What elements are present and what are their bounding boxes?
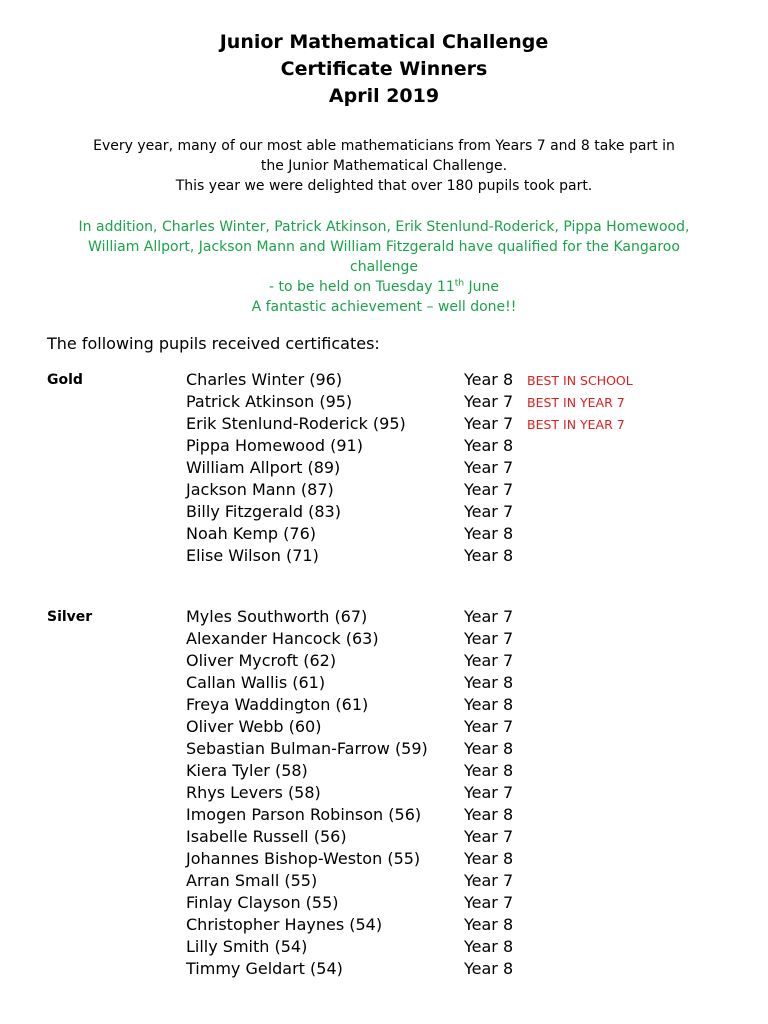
silver-winner-row [0,892,768,914]
gold-winner-row [0,479,768,501]
pupil-year: Year 7 [464,392,514,411]
kangaroo-paragraph [0,217,768,317]
silver-label: Silver [47,609,93,625]
pupil-year: Year 7 [464,458,514,477]
pupil-year: Year 7 [464,607,514,626]
intro-paragraph [0,136,768,196]
pupil-name: Arran Small (55) [186,871,318,890]
pupil-year: Year 8 [464,805,514,824]
award-note: BEST IN SCHOOL [527,373,633,388]
silver-winner-row [0,738,768,760]
pupil-year: Year 7 [464,783,514,802]
silver-winner-row [0,606,768,628]
pupil-name: Elise Wilson (71) [186,546,319,565]
pupil-name: Erik Stenlund-Roderick (95) [186,414,406,433]
pupil-name: Lilly Smith (54) [186,937,308,956]
kangaroo-line-2: William Allport, Jackson Mann and William Fitzgerald have qualified for the Kangaroo [88,239,680,255]
pupil-name: Alexander Hancock (63) [186,629,379,648]
silver-winner-row [0,848,768,870]
pupil-year: Year 7 [464,893,514,912]
silver-winner-row [0,716,768,738]
pupil-year: Year 7 [464,502,514,521]
pupil-year: Year 7 [464,717,514,736]
pupil-name: Kiera Tyler (58) [186,761,308,780]
silver-winner-row [0,694,768,716]
pupil-name: Jackson Mann (87) [186,480,334,499]
pupil-name: Patrick Atkinson (95) [186,392,353,411]
pupil-name: Sebastian Bulman-Farrow (59) [186,739,428,758]
gold-winner-row [0,369,768,391]
pupil-year: Year 8 [464,673,514,692]
pupil-name: Oliver Mycroft (62) [186,651,337,670]
kangaroo-line-4 [0,277,768,297]
silver-winner-row [0,628,768,650]
title-line-3: April 2019 [328,85,440,107]
pupil-year: Year 8 [464,959,514,978]
certificates-lead: The following pupils received certificates: [47,334,380,353]
pupil-name: Callan Wallis (61) [186,673,326,692]
pupil-year: Year 8 [464,937,514,956]
kangaroo-line-5: A fantastic achievement – well done!! [251,299,517,315]
pupil-name: Freya Waddington (61) [186,695,369,714]
pupil-year: Year 8 [464,849,514,868]
silver-winner-row [0,936,768,958]
pupil-name: Johannes Bishop-Weston (55) [186,849,421,868]
pupil-year: Year 8 [464,739,514,758]
intro-line-1: Every year, many of our most able mathematicians from Years 7 and 8 take part in [93,138,675,154]
page-title [0,29,768,110]
kangaroo-date-suffix: th [454,278,465,289]
pupil-name: Christopher Haynes (54) [186,915,383,934]
pupil-name: Myles Southworth (67) [186,607,368,626]
pupil-name: Finlay Clayson (55) [186,893,339,912]
gold-winner-row [0,545,768,567]
kangaroo-line-1: In addition, Charles Winter, Patrick Atkinson, Erik Stenlund-Roderick, Pippa Homewood, [78,219,690,235]
pupil-name: Charles Winter (96) [186,370,343,389]
kangaroo-line-3: challenge [350,259,418,275]
pupil-name: Pippa Homewood (91) [186,436,363,455]
award-note: BEST IN YEAR 7 [527,395,625,410]
title-line-1: Junior Mathematical Challenge [219,31,549,53]
title-line-2: Certificate Winners [280,58,488,80]
pupil-name: Noah Kemp (76) [186,524,316,543]
pupil-year: Year 8 [464,546,514,565]
pupil-name: Rhys Levers (58) [186,783,321,802]
pupil-year: Year 8 [464,436,514,455]
gold-winner-row [0,501,768,523]
silver-winner-row [0,958,768,980]
pupil-year: Year 7 [464,414,514,433]
intro-line-3: This year we were delighted that over 180 pupils took part. [175,178,593,194]
pupil-year: Year 7 [464,871,514,890]
silver-winner-row [0,760,768,782]
silver-winner-row [0,782,768,804]
gold-winner-row [0,457,768,479]
kangaroo-date-month: June [464,279,499,295]
silver-winner-row [0,672,768,694]
pupil-year: Year 7 [464,827,514,846]
gold-winner-row [0,391,768,413]
gold-winner-row [0,435,768,457]
pupil-name: Imogen Parson Robinson (56) [186,805,422,824]
pupil-year: Year 8 [464,761,514,780]
silver-winner-row [0,870,768,892]
pupil-year: Year 8 [464,524,514,543]
pupil-year: Year 7 [464,480,514,499]
pupil-year: Year 7 [464,629,514,648]
silver-winner-row [0,914,768,936]
pupil-year: Year 8 [464,695,514,714]
gold-winner-row [0,523,768,545]
silver-winner-row [0,650,768,672]
intro-line-2: the Junior Mathematical Challenge. [260,158,508,174]
award-note: BEST IN YEAR 7 [527,417,625,432]
pupil-name: Isabelle Russell (56) [186,827,347,846]
silver-winner-row [0,804,768,826]
pupil-name: Timmy Geldart (54) [186,959,343,978]
gold-winner-row [0,413,768,435]
kangaroo-date-text: - to be held on Tuesday 11 [269,279,455,295]
silver-winner-row [0,826,768,848]
pupil-year: Year 8 [464,370,514,389]
gold-label: Gold [47,372,83,388]
pupil-year: Year 8 [464,915,514,934]
pupil-name: Oliver Webb (60) [186,717,322,736]
pupil-name: Billy Fitzgerald (83) [186,502,341,521]
pupil-year: Year 7 [464,651,514,670]
pupil-name: William Allport (89) [186,458,341,477]
